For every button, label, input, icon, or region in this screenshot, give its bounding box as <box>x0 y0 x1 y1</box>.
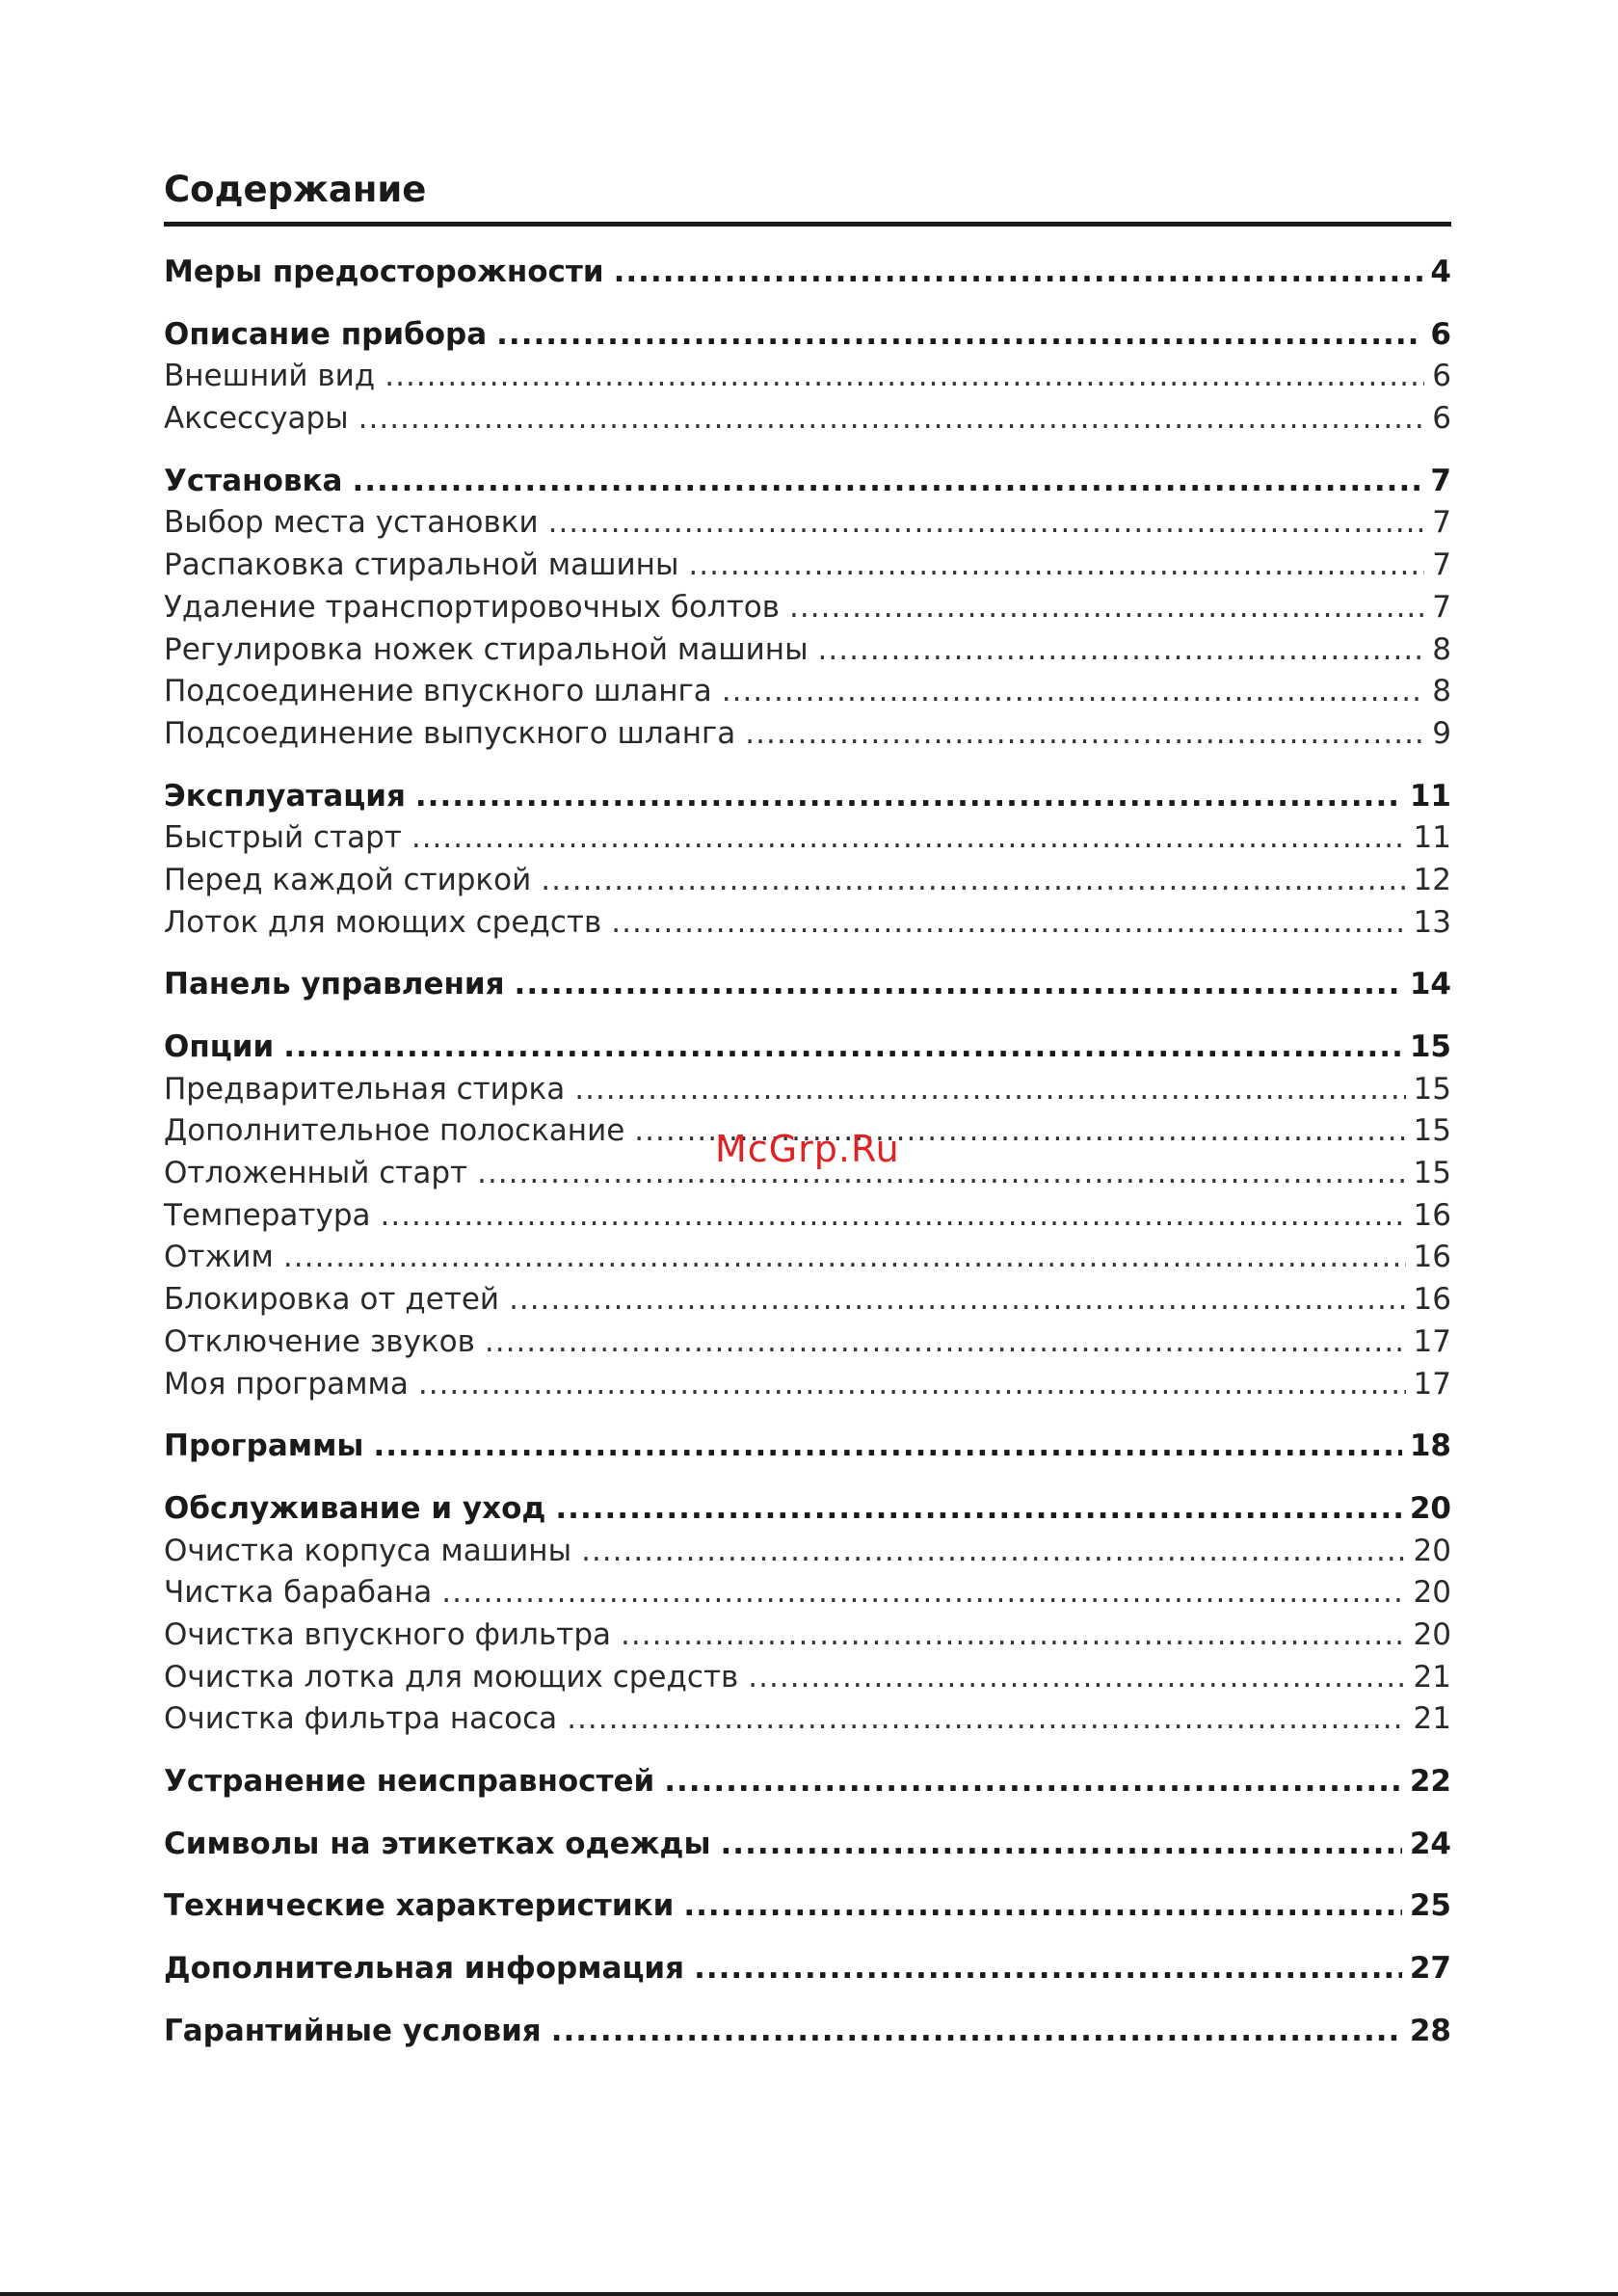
toc-item-page-number: 9 <box>1432 715 1451 751</box>
toc-item-page-number: 16 <box>1413 1197 1451 1233</box>
toc-item[interactable] <box>164 1572 1451 1615</box>
toc-heading-page-number: 22 <box>1409 1764 1451 1799</box>
dot-leader <box>614 252 1423 294</box>
dot-leader <box>358 398 1425 441</box>
toc-heading[interactable] <box>164 964 1451 1006</box>
toc-item-label: Аксессуары <box>164 401 349 437</box>
toc-item-page-number: 7 <box>1432 505 1451 541</box>
dot-leader <box>496 314 1422 357</box>
toc-heading-label: Устранение неисправностей <box>164 1764 655 1799</box>
toc-heading[interactable] <box>164 2011 1451 2053</box>
toc-heading-label: Установка <box>164 463 343 498</box>
watermark: McGrp.Ru <box>715 1128 900 1170</box>
dot-leader <box>745 713 1424 756</box>
toc-item-page-number: 12 <box>1413 862 1451 897</box>
toc-item[interactable] <box>164 1322 1451 1364</box>
toc-item-label: Очистка впускного фильтра <box>164 1616 612 1652</box>
dot-leader <box>574 1069 1405 1111</box>
page-title: Содержание <box>164 169 427 210</box>
toc-heading-label: Эксплуатация <box>164 778 406 814</box>
dot-leader <box>415 776 1402 818</box>
toc-heading-label: Технические характеристики <box>164 1888 675 1924</box>
toc-item[interactable] <box>164 860 1451 902</box>
dot-leader <box>509 1279 1405 1322</box>
toc-heading[interactable] <box>164 1948 1451 1990</box>
toc-section <box>164 252 1451 294</box>
toc-heading-label: Обслуживание и уход <box>164 1490 546 1526</box>
toc-heading-page-number: 24 <box>1409 1826 1451 1861</box>
toc-item-label: Отложенный старт <box>164 1156 468 1191</box>
toc-item-label: Перед каждой стиркой <box>164 862 532 897</box>
toc-item-page-number: 16 <box>1413 1240 1451 1275</box>
dot-leader <box>664 1761 1402 1803</box>
toc-item-label: Блокировка от детей <box>164 1282 500 1318</box>
dot-leader <box>688 545 1424 587</box>
toc-item-label: Выбор места установки <box>164 505 539 541</box>
toc-heading-label: Панель управления <box>164 967 505 1002</box>
toc-item-label: Регулировка ножек стиральной машины <box>164 631 809 667</box>
dot-leader <box>385 356 1424 398</box>
dot-leader <box>581 1531 1405 1573</box>
dot-leader <box>721 1824 1402 1866</box>
toc-item[interactable] <box>164 502 1451 545</box>
toc-section <box>164 1488 1451 1741</box>
toc-section <box>164 461 1451 756</box>
toc-section <box>164 2011 1451 2053</box>
title-divider <box>164 222 1451 227</box>
dot-leader <box>411 817 1406 860</box>
toc-heading-page-number: 27 <box>1409 1951 1451 1987</box>
toc-section <box>164 1761 1451 1803</box>
toc-page <box>164 164 1451 2072</box>
toc-item[interactable] <box>164 713 1451 756</box>
dot-leader <box>555 1488 1401 1531</box>
dot-leader <box>477 1153 1405 1195</box>
toc-section <box>164 1027 1451 1405</box>
dot-leader <box>694 1948 1402 1990</box>
toc-item-label: Отжим <box>164 1240 274 1275</box>
toc-heading-label: Программы <box>164 1428 364 1464</box>
toc-item[interactable] <box>164 1364 1451 1406</box>
toc-heading-label: Дополнительная информация <box>164 1951 685 1987</box>
toc-item-label: Очистка корпуса машины <box>164 1533 572 1568</box>
dot-leader <box>548 502 1425 545</box>
toc-item-label: Моя программа <box>164 1366 409 1402</box>
dot-leader <box>789 587 1424 629</box>
toc-heading[interactable] <box>164 252 1451 294</box>
dot-leader <box>621 1615 1406 1657</box>
dot-leader <box>373 1426 1401 1468</box>
toc-item-page-number: 20 <box>1413 1533 1451 1568</box>
dot-leader <box>551 2011 1402 2053</box>
toc-item-label: Удаление транспортировочных болтов <box>164 589 781 625</box>
toc-heading-label: Описание прибора <box>164 316 488 352</box>
toc-heading[interactable] <box>164 1027 1451 1069</box>
toc-item[interactable] <box>164 1698 1451 1741</box>
toc-item[interactable] <box>164 545 1451 587</box>
toc-item-label: Подсоединение впускного шланга <box>164 674 712 709</box>
toc-item-page-number: 15 <box>1413 1071 1451 1107</box>
toc-item[interactable] <box>164 671 1451 713</box>
toc-item[interactable] <box>164 587 1451 629</box>
toc-item-label: Распаковка стиральной машины <box>164 547 679 583</box>
toc-item[interactable] <box>164 902 1451 945</box>
dot-leader <box>283 1237 1406 1279</box>
toc-item-label: Внешний вид <box>164 359 376 394</box>
toc-item-page-number: 15 <box>1413 1156 1451 1191</box>
toc-heading-label: Гарантийные условия <box>164 2013 542 2048</box>
toc-heading-page-number: 28 <box>1409 2013 1451 2048</box>
toc-heading[interactable] <box>164 314 1451 357</box>
toc-item-label: Быстрый старт <box>164 820 402 856</box>
dot-leader <box>283 1027 1402 1069</box>
toc-item[interactable] <box>164 1279 1451 1322</box>
toc-item[interactable] <box>164 398 1451 441</box>
toc-item-page-number: 6 <box>1432 359 1451 394</box>
toc-heading-page-number: 15 <box>1409 1029 1451 1064</box>
toc-section <box>164 1824 1451 1866</box>
dot-leader <box>418 1364 1406 1406</box>
toc-item-page-number: 16 <box>1413 1282 1451 1318</box>
toc-item-label: Очистка фильтра насоса <box>164 1701 558 1737</box>
toc-item[interactable] <box>164 629 1451 672</box>
dot-leader <box>748 1657 1405 1699</box>
bottom-divider <box>0 2292 1618 2296</box>
toc-item-page-number: 20 <box>1413 1616 1451 1652</box>
toc-heading[interactable] <box>164 776 1451 818</box>
dot-leader <box>683 1885 1401 1928</box>
toc-heading[interactable] <box>164 1761 1451 1803</box>
toc-item-page-number: 21 <box>1413 1659 1451 1695</box>
toc-item-page-number: 8 <box>1432 674 1451 709</box>
toc-heading-page-number: 25 <box>1409 1888 1451 1924</box>
dot-leader <box>381 1195 1406 1238</box>
toc-heading-page-number: 11 <box>1409 778 1451 814</box>
toc-heading[interactable] <box>164 1885 1451 1928</box>
toc-item-page-number: 17 <box>1413 1366 1451 1402</box>
toc-item-label: Очистка лотка для моющих средств <box>164 1659 739 1695</box>
toc-item[interactable] <box>164 1237 1451 1279</box>
toc-item-page-number: 7 <box>1432 589 1451 625</box>
toc-section <box>164 776 1451 945</box>
toc-heading-page-number: 6 <box>1430 316 1451 352</box>
toc-item[interactable] <box>164 817 1451 860</box>
dot-leader <box>611 902 1405 945</box>
toc-item-label: Лоток для моющих средств <box>164 904 602 940</box>
toc-heading-page-number: 7 <box>1430 463 1451 498</box>
dot-leader <box>567 1698 1405 1741</box>
toc-item-page-number: 21 <box>1413 1701 1451 1737</box>
toc-heading-label: Символы на этикетках одежды <box>164 1826 711 1861</box>
toc-item[interactable] <box>164 1069 1451 1111</box>
toc-item[interactable] <box>164 1657 1451 1699</box>
toc-item-page-number: 17 <box>1413 1323 1451 1359</box>
toc-item-page-number: 6 <box>1432 401 1451 437</box>
toc-heading[interactable] <box>164 461 1451 503</box>
toc-item[interactable] <box>164 356 1451 398</box>
toc-heading-page-number: 20 <box>1409 1490 1451 1526</box>
toc-item[interactable] <box>164 1615 1451 1657</box>
toc-heading[interactable] <box>164 1488 1451 1531</box>
toc-item-label: Температура <box>164 1197 371 1233</box>
toc-item-page-number: 15 <box>1413 1113 1451 1149</box>
dot-leader <box>352 461 1422 503</box>
toc-heading-label: Меры предосторожности <box>164 254 604 289</box>
toc-item-page-number: 13 <box>1413 904 1451 940</box>
toc-item-label: Дополнительное полоскание <box>164 1113 625 1149</box>
toc-section <box>164 1948 1451 1990</box>
toc-section <box>164 314 1451 441</box>
toc-item-label: Отключение звуков <box>164 1323 475 1359</box>
toc-item-page-number: 7 <box>1432 547 1451 583</box>
dot-leader <box>515 964 1402 1006</box>
dot-leader <box>441 1572 1405 1615</box>
toc-heading-page-number: 4 <box>1430 254 1451 289</box>
dot-leader <box>818 629 1425 672</box>
toc-item-label: Подсоединение выпускного шланга <box>164 715 736 751</box>
toc-item[interactable] <box>164 1531 1451 1573</box>
dot-leader <box>485 1322 1406 1364</box>
toc-heading[interactable] <box>164 1824 1451 1866</box>
toc-item-page-number: 20 <box>1413 1575 1451 1611</box>
dot-leader <box>541 860 1405 902</box>
toc-heading-page-number: 14 <box>1409 967 1451 1002</box>
toc-section <box>164 1885 1451 1928</box>
toc-section <box>164 964 1451 1006</box>
toc-section <box>164 1426 1451 1468</box>
toc-heading-label: Опции <box>164 1029 275 1064</box>
toc-item-label: Предварительная стирка <box>164 1071 566 1107</box>
toc-item-label: Чистка барабана <box>164 1575 433 1611</box>
toc-heading[interactable] <box>164 1426 1451 1468</box>
toc-item-page-number: 8 <box>1432 631 1451 667</box>
toc-item-page-number: 11 <box>1413 820 1451 856</box>
toc-heading-page-number: 18 <box>1409 1428 1451 1464</box>
dot-leader <box>722 671 1424 713</box>
toc-item[interactable] <box>164 1195 1451 1238</box>
